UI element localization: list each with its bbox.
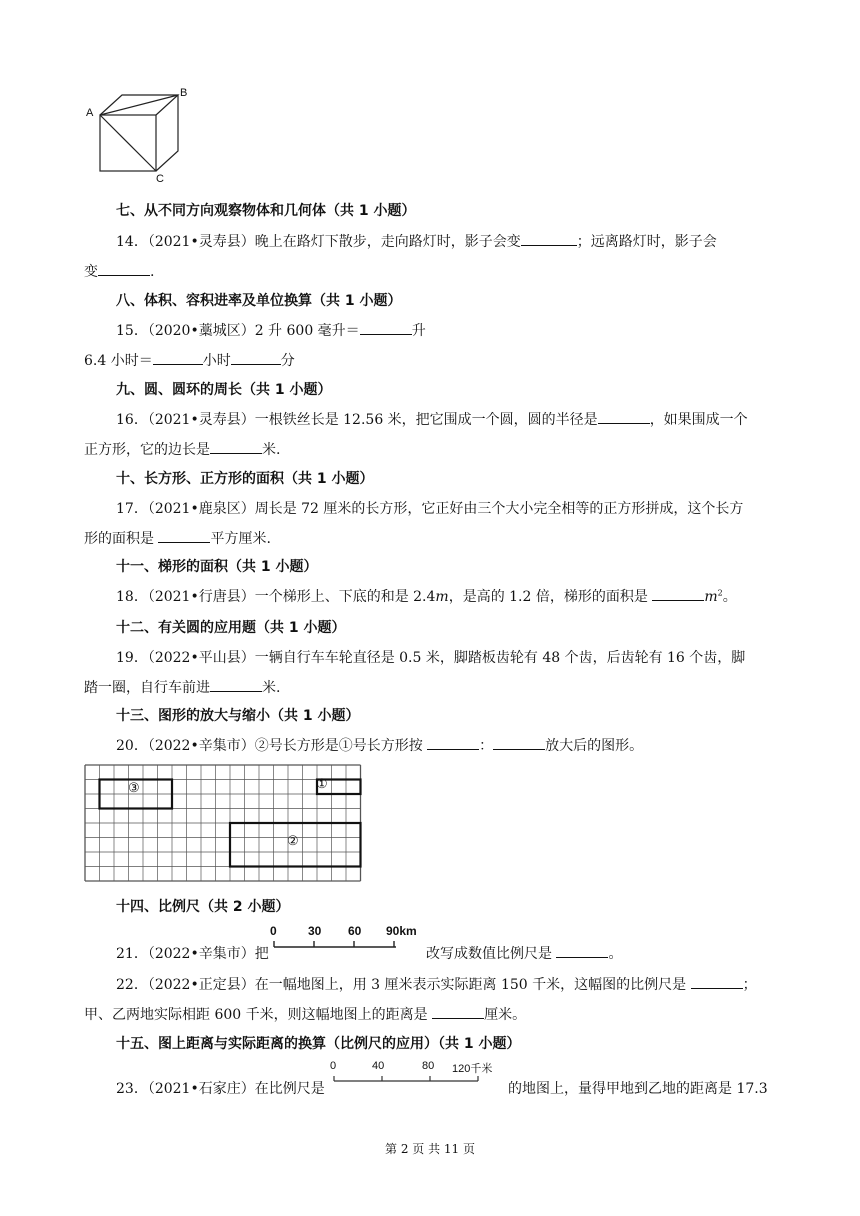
question-18-text: ，是高的 1.2 倍，梯形的面积是 — [448, 589, 648, 605]
scale-tick-label: 120千米 — [452, 1063, 493, 1075]
question-17-text: 形的面积是 — [84, 531, 154, 547]
section-heading-8: 八、体积、容积进率及单位换算（共 1 小题） — [116, 293, 402, 309]
section-heading-15: 十五、图上距离与实际距离的换算（比例尺的应用）（共 1 小题） — [116, 1036, 521, 1052]
question-15-line-2 — [84, 350, 295, 370]
question-16-text: 正方形，它的边长是 — [84, 442, 210, 458]
question-18-text: 。 — [722, 589, 737, 605]
answer-blank — [521, 231, 577, 246]
scale-bar — [326, 1073, 506, 1085]
answer-blank — [556, 943, 608, 958]
question-15-text: 15．（2020•藁城区）2 升 600 毫升＝ — [116, 323, 360, 339]
answer-blank — [153, 350, 203, 365]
question-15-text: 分 — [280, 353, 295, 369]
cube-figure — [84, 85, 194, 185]
question-16-text: 米. — [262, 442, 281, 458]
answer-blank — [432, 1004, 484, 1019]
question-23-end — [508, 1078, 768, 1098]
question-15-text: 6.4 小时＝ — [84, 353, 153, 369]
page-footer: 第 2 页 共 11 页 — [385, 1142, 475, 1156]
question-17-text: 17．（2021•鹿泉区）周长是 72 厘米的长方形，它正好由三个大小完全相等的正方形拼成，这个长方 — [116, 501, 744, 517]
section-heading-11: 十一、梯形的面积（共 1 小题） — [116, 559, 318, 575]
question-14-text: ；远离路灯时，影子会 — [576, 234, 717, 250]
scale-tick-label: 0 — [330, 1060, 337, 1072]
question-20-line-1 — [116, 735, 643, 755]
question-23-text: 23．（2021•石家庄）在比例尺是 — [116, 1081, 325, 1097]
question-15-text: 升 — [411, 323, 426, 339]
question-21-end — [426, 943, 622, 963]
rectangle-2-label: ② — [287, 834, 299, 849]
question-20-text: 20．（2022•辛集市）②号长方形是①号长方形按 — [116, 738, 423, 754]
question-19-text: 米. — [262, 680, 281, 696]
question-18-superscript: 2 — [717, 588, 723, 598]
question-22-text: 厘米。 — [484, 1007, 527, 1023]
question-23-text: 的地图上，量得甲地到乙地的距离是 17.3 — [508, 1081, 768, 1097]
answer-blank — [652, 586, 704, 601]
scale-tick-label: 0 — [270, 924, 277, 938]
question-18-text: 18．（2021•行唐县）一个梯形上、下底的和是 2.4 — [116, 589, 436, 605]
scale-bar — [268, 938, 420, 950]
question-15-line-1 — [116, 320, 426, 340]
answer-blank — [210, 677, 262, 692]
answer-blank — [691, 974, 743, 989]
section-heading-14: 十四、比例尺（共 2 小题） — [116, 899, 290, 915]
scale-tick-label: 60 — [348, 924, 362, 938]
cube-label-a: A — [86, 107, 94, 119]
section-heading-7: 七、从不同方向观察物体和几何体（共 1 小题） — [116, 203, 416, 219]
section-heading-12: 十二、有关圆的应用题（共 1 小题） — [116, 620, 346, 636]
question-17-text: 平方厘米. — [210, 531, 271, 547]
answer-blank — [427, 735, 479, 750]
question-16-text: 16．（2021•灵寿县）一根铁丝长是 12.56 米，把它围成一个圆，圆的半径是 — [116, 412, 598, 428]
section-heading-9: 九、圆、圆环的周长（共 1 小题） — [116, 382, 332, 398]
question-19-line-1 — [116, 647, 745, 667]
answer-blank — [158, 528, 210, 543]
rectangle-1-label: ① — [316, 777, 328, 792]
question-22-line-1 — [116, 974, 757, 994]
question-20-text: 放大后的图形。 — [545, 738, 644, 754]
question-22-text: 22．（2022•正定县）在一幅地图上，用 3 厘米表示实际距离 150 千米，这幅图的比例尺是 — [116, 977, 687, 993]
question-14-line-1 — [116, 231, 717, 251]
question-18-line-1 — [116, 586, 737, 606]
question-18-unit: m — [704, 589, 718, 605]
answer-blank — [98, 261, 150, 276]
question-21-text: 改写成数值比例尺是 — [426, 946, 552, 962]
section-heading-13: 十三、图形的放大与缩小（共 1 小题） — [116, 708, 360, 724]
question-21-start — [116, 943, 269, 963]
question-22-text: ； — [742, 977, 757, 993]
question-17-line-2 — [84, 528, 271, 548]
scale-tick-label: 80 — [422, 1060, 435, 1072]
question-15-text: 小时 — [202, 353, 231, 369]
question-19-text: 19．（2022•平山县）一辆自行车车轮直径是 0.5 米，脚踏板齿轮有 48 个齿，后齿轮有 16 个齿，脚 — [116, 650, 746, 666]
scale-tick-label: 40 — [372, 1060, 385, 1072]
grid-figure — [84, 764, 362, 882]
question-23-start — [116, 1078, 325, 1098]
question-14-text: 14．（2021•灵寿县）晚上在路灯下散步，走向路灯时，影子会变 — [116, 234, 521, 250]
question-17-line-1 — [116, 498, 743, 518]
question-21-text: 21．（2022•辛集市）把 — [116, 946, 269, 962]
cube-label-b: B — [180, 87, 188, 99]
question-19-text: 踏一圈，自行车前进 — [84, 680, 210, 696]
answer-blank — [231, 350, 281, 365]
section-heading-10: 十、长方形、正方形的面积（共 1 小题） — [116, 471, 374, 487]
answer-blank — [360, 320, 412, 335]
cube-label-c: C — [156, 173, 164, 185]
question-16-line-1 — [116, 409, 748, 429]
question-18-unit: m — [435, 589, 449, 605]
question-22-text: 甲、乙两地实际相距 600 千米，则这幅地图上的距离是 — [84, 1007, 428, 1023]
question-16-text: ，如果围成一个 — [649, 412, 748, 428]
question-14-line-2 — [84, 261, 154, 281]
answer-blank — [210, 439, 262, 454]
line-scale-qianmi — [326, 1060, 506, 1086]
question-16-line-2 — [84, 439, 280, 459]
question-19-line-2 — [84, 677, 280, 697]
question-21-text: 。 — [608, 946, 623, 962]
scale-tick-label: 90km — [386, 924, 417, 938]
answer-blank — [493, 735, 545, 750]
question-14-text: . — [150, 264, 155, 280]
cube-diagram — [84, 85, 194, 185]
scale-tick-label: 30 — [308, 924, 322, 938]
line-scale-km — [268, 924, 420, 950]
question-22-line-2 — [84, 1004, 526, 1024]
answer-blank — [598, 409, 650, 424]
rectangle-3-label: ③ — [128, 781, 140, 796]
question-20-text: ： — [479, 738, 494, 754]
question-14-text: 变 — [84, 264, 98, 280]
